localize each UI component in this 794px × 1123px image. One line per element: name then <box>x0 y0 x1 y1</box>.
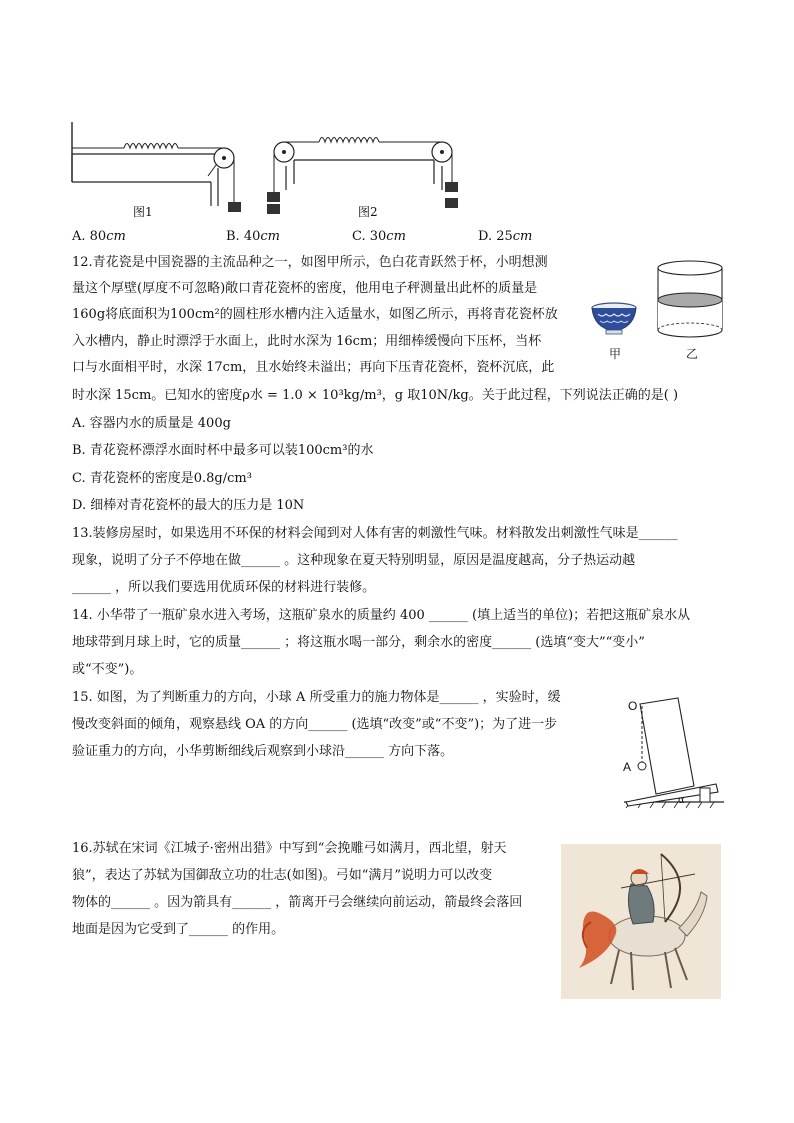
q14-line-3: 或“不变”)。 <box>72 662 143 677</box>
q11-option-d: D. 25cm <box>478 229 533 244</box>
q12-line-5: 口与水面相平时，水深 17cm，且水始终未溢出；再向下压青花瓷杯，瓷杯沉底，此 <box>72 360 555 375</box>
q15-line-1: 15. 如图，为了判断重力的方向，小球 A 所受重力的施力物体是______ ，实验时，缓 <box>72 690 561 705</box>
q13-line-3: ______ ，所以我们要选用优质环保的材料进行装修。 <box>72 580 376 595</box>
figure-2-label: 图2 <box>358 205 378 219</box>
q12-line-3: 160g将底面积为100cm²的圆柱形水槽内注入适量水，如图乙所示，再将青花瓷杯放 <box>72 307 558 322</box>
blue-white-porcelain-cup-image <box>590 302 638 336</box>
q11-option-a: A. 80cm <box>72 229 126 244</box>
label-a: A <box>623 760 632 774</box>
q16-line-1: 16.苏轼在宋词《江城子·密州出猎》中写到“会挽雕弓如满月，西北望，射天 <box>72 841 507 856</box>
label-o: O <box>628 699 638 713</box>
archer-on-horseback-painting <box>561 844 721 999</box>
q12-option-a: A. 容器内水的质量是 400g <box>72 416 231 431</box>
figure-1-label: 图1 <box>133 205 153 219</box>
q11-option-c: C. 30cm <box>352 229 406 244</box>
q15-line-3: 验证重力的方向，小华剪断细线后观察到小球沿______ 方向下落。 <box>72 744 454 759</box>
q13-line-2: 现象，说明了分子不停地在做______ 。这种现象在夏天特别明显，原因是温度越高，分子热运动越 <box>72 553 636 568</box>
q12-line-6: 时水深 15cm。已知水的密度ρ水 = 1.0 × 10³kg/m³，g 取10N/kg。关于此过程，下列说法正确的是( ) <box>72 388 679 403</box>
cylindrical-water-tank-figure <box>654 258 726 342</box>
q16-line-4: 地面是因为它受到了______ 的作用。 <box>72 922 285 937</box>
q12-option-d: D. 细棒对青花瓷杯的最大的压力是 10N <box>72 498 305 513</box>
q12-line-4: 入水槽内，静止时漂浮于水面上，此时水深为 16cm；用细棒缓慢向下压杯，当杯 <box>72 334 542 349</box>
label-alpha: α <box>678 795 685 806</box>
q15-line-2: 慢改变斜面的倾角，观察悬线 OA 的方向______ (选填“改变”或“不变”)；为了进一步 <box>72 717 558 732</box>
q11-option-b: B. 40cm <box>226 229 280 244</box>
label-yi: 乙 <box>686 347 699 361</box>
q13-line-1: 13.装修房屋时，如果选用不环保的材料会闻到对人体有害的刺激性气味。材料散发出刺激性气味是______ <box>72 526 678 541</box>
q12-line-2: 量这个厚壁(厚度不可忽略)敞口青花瓷杯的密度，他用电子秤测量出此杯的质量是 <box>72 281 538 296</box>
q16-line-3: 物体的______ 。因为箭具有______ ，箭离开弓会继续向前运动，箭最终会落回 <box>72 895 523 910</box>
q14-line-1: 14. 小华带了一瓶矿泉水进入考场，这瓶矿泉水的质量约 400 ______ (填上适当的单位)；若把这瓶矿泉水从 <box>72 608 691 623</box>
q12-option-b: B. 青花瓷杯漂浮水面时杯中最多可以装100cm³的水 <box>72 443 374 458</box>
q12-line-1: 12.青花瓷是中国瓷器的主流品种之一，如图甲所示，色白花青跃然于杯，小明想测 <box>72 255 548 270</box>
q11-figure-1 <box>66 118 256 218</box>
q16-line-2: 狼”，表达了苏轼为国御敌立功的壮志(如图)。弓如“满月”说明力可以改变 <box>72 868 493 883</box>
q14-line-2: 地球带到月球上时，它的质量______ ；将这瓶水喝一部分，剩余水的密度______ (选填“变大”“变小” <box>72 635 645 650</box>
label-jia: 甲 <box>609 347 622 361</box>
q12-option-c: C. 青花瓷杯的密度是0.8g/cm³ <box>72 471 252 486</box>
